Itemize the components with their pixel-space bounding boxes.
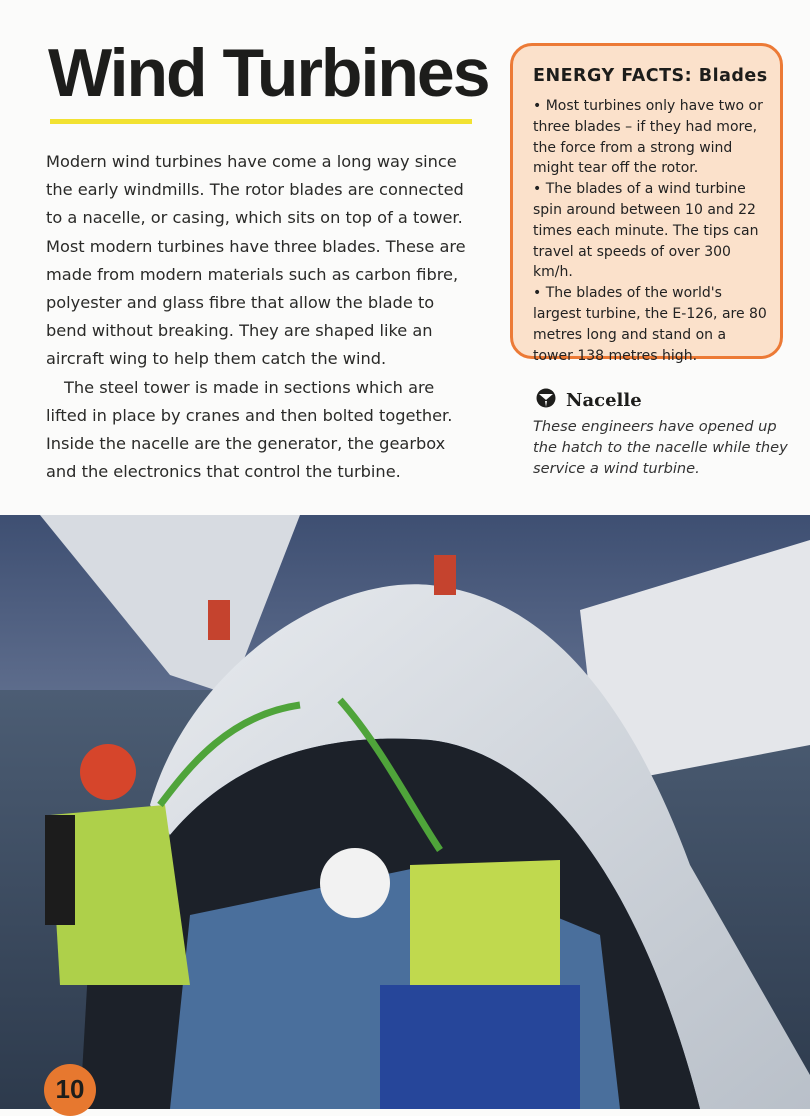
- caption-heading: Nacelle: [566, 390, 642, 411]
- fact-item: • The blades of the world's largest turbine, the E-126, are 80 metres long and stand on a tower 138 metres high.: [533, 285, 767, 364]
- body-text: [46, 148, 478, 486]
- nacelle-photo: [0, 515, 810, 1109]
- title-underline: [50, 119, 472, 124]
- page-number: 10: [44, 1064, 96, 1116]
- fact-item: • Most turbines only have two or three blades – if they had more, the force from a strong wind might tear off the rotor.: [533, 98, 763, 177]
- caption-text: These engineers have opened up the hatch to the nacelle while they service a wind turbine.: [533, 418, 788, 477]
- paragraph: Modern wind turbines have come a long way since the early windmills. The rotor blades are connected to a nacelle, or casing, which sits on top of a tower. Most modern turbines have three blades. These are made from modern materials such as carbon fibre, polyester and glass fibre that allow the blade to bend without breaking. They are shaped like an aircraft wing to help them catch the wind.: [46, 152, 466, 369]
- pointer-icon: [536, 388, 556, 413]
- page-title: Wind Turbines: [48, 35, 489, 111]
- energy-facts-box: [510, 43, 783, 364]
- facts-heading: ENERGY FACTS: Blades: [533, 66, 768, 86]
- paragraph: The steel tower is made in sections which are lifted in place by cranes and then bolted together. Inside the nacelle are the generator, the gearbox and the electronics that control the turbine.: [46, 377, 453, 482]
- fact-item: • The blades of a wind turbine spin around between 10 and 22 times each minute. The tips can travel at speeds of over 300 km/h.: [533, 181, 759, 281]
- photo-caption: [533, 388, 796, 479]
